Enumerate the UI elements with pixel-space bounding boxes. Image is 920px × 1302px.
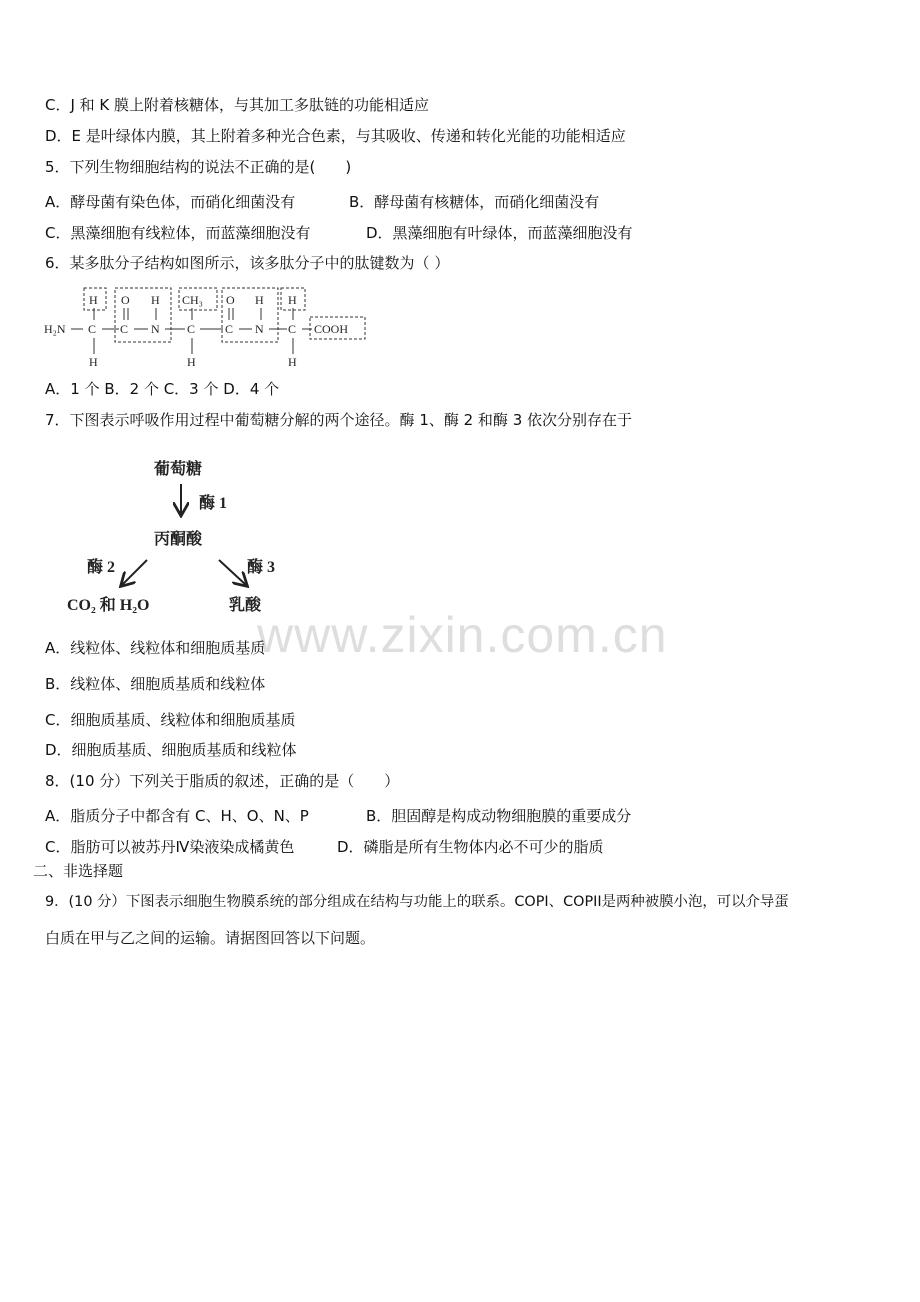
pyruvate-label: 丙酮酸: [154, 531, 203, 548]
q9-stem-line1: 9．(10 分）下图表示细胞生物膜系统的部分组成在结构与功能上的联系。COPI、COPII是两种被膜小泡，可以介导蛋: [45, 894, 789, 910]
h2n-group: H₂N: [44, 322, 66, 336]
q8-option-d: D．磷脂是所有生物体内必不可少的脂质: [337, 838, 604, 856]
q8-stem: 8．(10 分）下列关于脂质的叙述，正确的是（ ）: [45, 772, 400, 790]
q7-option-c: C．细胞质基质、线粒体和细胞质基质: [45, 711, 296, 729]
enzyme1-label: 酶 1: [199, 495, 228, 512]
c-atom: C: [120, 322, 129, 336]
o-atom: O: [226, 293, 235, 307]
q5-option-c: C．黑藻细胞有线粒体，而蓝藻细胞没有: [45, 224, 311, 242]
c-atom: C: [288, 322, 297, 336]
q9-stem-line2: 白质在甲与乙之间的运输。请据图回答以下问题。: [45, 929, 376, 947]
c-atom: C: [187, 322, 196, 336]
h-atom: H: [187, 355, 196, 369]
q4-option-d: D．E 是叶绿体内膜，其上附着多种光合色素，与其吸收、传递和转化光能的功能相适应: [45, 127, 626, 145]
q7-option-d: D．细胞质基质、细胞质基质和线粒体: [45, 741, 297, 759]
c-atom: C: [225, 322, 234, 336]
h-atom: H: [151, 293, 160, 307]
watermark: www.zixin.com.cn: [257, 607, 668, 663]
cooh-group: COOH: [314, 322, 349, 336]
q5-option-d: D．黑藻细胞有叶绿体，而蓝藻细胞没有: [366, 224, 633, 242]
q4-option-c: C．J 和 K 膜上附着核糖体，与其加工多肽链的功能相适应: [45, 96, 430, 114]
section-heading: 二、非选择题: [33, 862, 124, 880]
h-atom: H: [288, 293, 297, 307]
q5-stem: 5．下列生物细胞结构的说法不正确的是( ): [45, 158, 352, 176]
q7-option-a: A．线粒体、线粒体和细胞质基质: [45, 639, 266, 657]
n-atom: N: [255, 322, 264, 336]
arrow-enzyme3: [219, 560, 246, 585]
respiration-figure: [62, 452, 302, 622]
q5-option-b: B．酵母菌有核糖体，而硝化细菌没有: [349, 193, 600, 211]
c-atom: C: [88, 322, 97, 336]
q6-stem: 6．某多肽分子结构如图所示，该多肽分子中的肽键数为（ ）: [45, 254, 450, 272]
q5-option-a: A．酵母菌有染色体，而硝化细菌没有: [45, 193, 296, 211]
lactic-acid-label: 乳酸: [229, 597, 262, 614]
q8-option-b: B．胆固醇是构成动物细胞膜的重要成分: [366, 807, 632, 825]
h-atom: H: [255, 293, 264, 307]
enzyme2-label: 酶 2: [87, 559, 116, 576]
glucose-label: 葡萄糖: [154, 461, 203, 478]
h-atom: H: [89, 293, 98, 307]
co2-h2o-label: CO₂ 和 H₂O: [67, 597, 150, 614]
arrow-enzyme2: [122, 560, 147, 585]
q7-option-b: B．线粒体、细胞质基质和线粒体: [45, 675, 266, 693]
enzyme3-label: 酶 3: [247, 559, 276, 576]
q8-option-a: A．脂质分子中都含有 C、H、O、N、P: [45, 807, 309, 825]
h-atom: H: [89, 355, 98, 369]
h-atom: H: [288, 355, 297, 369]
o-atom: O: [121, 293, 130, 307]
n-atom: N: [151, 322, 160, 336]
q8-option-c: C．脂肪可以被苏丹Ⅳ染液染成橘黄色: [45, 838, 295, 856]
q6-options: A．1 个 B．2 个 C．3 个 D．4 个: [45, 380, 280, 398]
q7-stem: 7．下图表示呼吸作用过程中葡萄糖分解的两个途径。酶 1、酶 2 和酶 3 依次分别存在于: [45, 411, 633, 429]
ch3-group: CH₃: [182, 293, 203, 307]
polypeptide-figure: [42, 284, 372, 374]
